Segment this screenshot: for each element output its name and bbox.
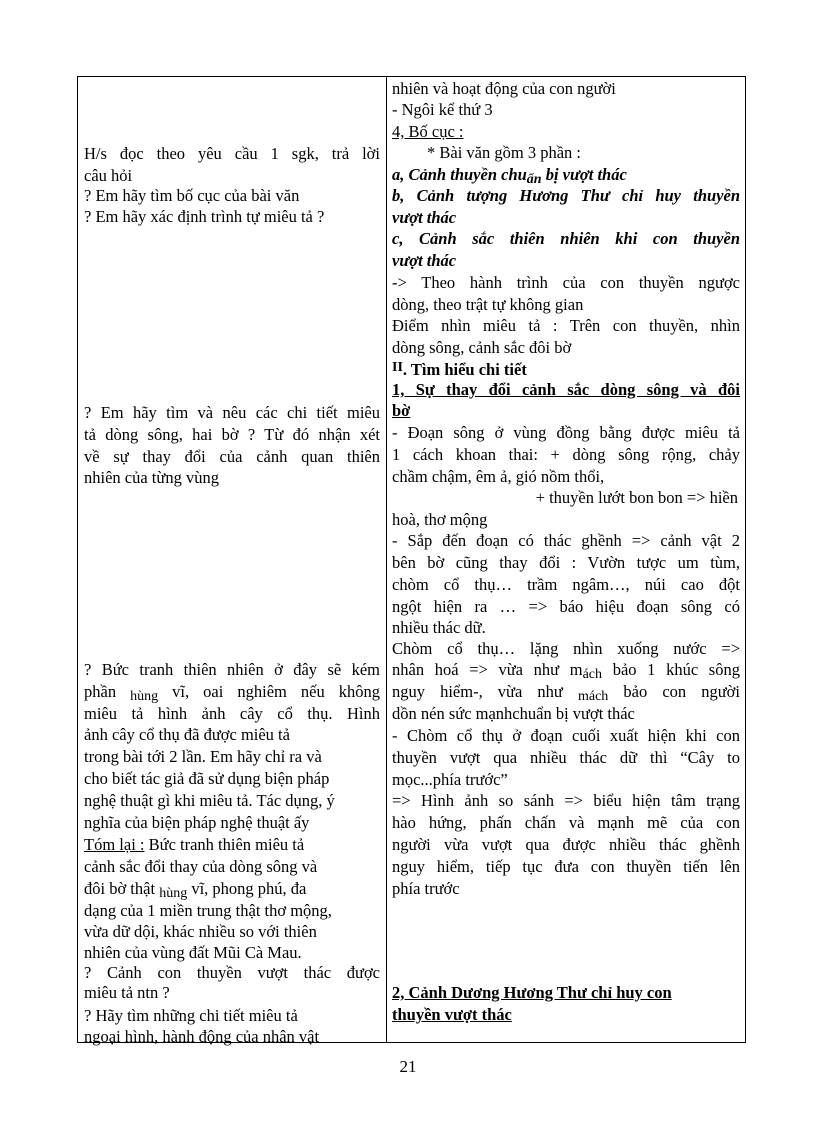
right-line: Điểm nhìn miêu tả : Trên con thuyền, nhìn xyxy=(392,316,740,335)
right-line: phía trước xyxy=(392,879,460,898)
right-line: + thuyền lướt bon bon => hiền xyxy=(535,488,738,507)
summary-line: vừa dữ dội, khác nhiều so với thiên xyxy=(84,922,317,941)
right-line: ngột hiện ra … => báo hiệu đoạn sông có xyxy=(392,597,740,616)
right-line: - Sắp đến đoạn có thác ghềnh => cảnh vật 2 xyxy=(392,531,740,550)
right-line: vượt thác xyxy=(392,208,457,227)
right-line: dòng, theo trật tự không gian xyxy=(392,295,584,314)
left-line: nhiên của từng vùng xyxy=(84,468,219,487)
left-line: trong bài tới 2 lần. Em hãy chỉ ra và xyxy=(84,747,322,766)
right-line: c, Cảnh sắc thiên nhiên khi con thuyền xyxy=(392,229,740,248)
summary-line: Tóm lại : Bức tranh thiên miêu tả xyxy=(84,835,305,854)
right-line: nguy hiểm-, vừa như mách bảo con người xyxy=(392,682,740,704)
left-line: nghệ thuật gì khi miêu tả. Tác dụng, ý xyxy=(84,791,335,810)
right-line: - Đoạn sông ở vùng đồng bằng được miêu tả xyxy=(392,423,740,442)
right-line: chầm chậm, êm ả, gió nồm thổi, xyxy=(392,467,605,486)
page-number: 21 xyxy=(399,1057,417,1076)
left-line: ? Em hãy tìm bố cục của bài văn xyxy=(84,186,300,205)
right-line: hào hứng, phấn chấn và mạnh mẽ của con xyxy=(392,813,740,832)
lesson-table xyxy=(77,76,746,1046)
right-line: hoà, thơ mộng xyxy=(392,510,488,529)
right-line: -> Theo hành trình của con thuyền ngược xyxy=(392,273,740,292)
right-line: Chòm cổ thụ… lặng nhìn xuống nước => xyxy=(392,639,740,658)
left-line: ? Bức tranh thiên nhiên ở đây sẽ kém xyxy=(84,660,380,679)
right-line: bên bờ cũng thay đổi : Vườn tược um tùm, xyxy=(392,553,740,572)
right-line: thuyền vượt qua nhiều thác dữ thì “Cây to xyxy=(392,748,740,767)
summary-line: nhiên của vùng đất Mũi Cà Mau. xyxy=(84,943,302,962)
right-line: dồn nén sức mạnhchuẩn bị vượt thác xyxy=(392,704,635,723)
left-line: tả dòng sông, hai bờ ? Từ đó nhận xét xyxy=(84,425,380,444)
summary-label: Tóm lại : xyxy=(84,835,145,854)
left-line: ảnh cây cổ thụ đã được miêu tả xyxy=(84,725,290,744)
left-line: H/s đọc theo yêu cầu 1 sgk, trả lời xyxy=(84,144,380,163)
section-heading: 4, Bố cục : xyxy=(392,122,464,141)
subsection-heading: 1, Sự thay đổi cảnh sắc dòng sông và đôi xyxy=(392,380,740,399)
left-line: ? Hãy tìm những chi tiết miêu tả xyxy=(84,1006,298,1025)
right-line: người vừa vượt qua được nhiều thác ghềnh xyxy=(392,835,740,854)
right-line: dòng sông, cảnh sắc đôi bờ xyxy=(392,338,572,357)
left-line: ngoại hình, hành động của nhân vật xyxy=(84,1027,320,1046)
summary-line: cảnh sắc đổi thay của dòng sông và xyxy=(84,857,318,876)
right-line: * Bài văn gồm 3 phần : xyxy=(427,143,581,162)
left-line: nghĩa của biện pháp nghệ thuật ấy xyxy=(84,813,310,832)
left-line: cho biết tác giả đã sử dụng biện pháp xyxy=(84,769,330,788)
right-line: a, Cảnh thuyền chuẩn bị vượt thác xyxy=(392,165,627,187)
subsection-heading: bờ xyxy=(392,401,411,420)
right-line: vượt thác xyxy=(392,251,457,270)
right-line: mọc...phía trước” xyxy=(392,770,508,789)
right-line: - Ngôi kể thứ 3 xyxy=(392,100,493,119)
left-line: ? Em hãy xác định trình tự miêu tả ? xyxy=(84,207,325,226)
left-line: câu hỏi xyxy=(84,166,133,185)
summary-line: đôi bờ thật hùng vĩ, phong phú, đa xyxy=(84,879,307,901)
right-line: 1 cách khoan thai: + dòng sông rộng, chảy xyxy=(392,445,740,464)
subsection-heading: 2, Cảnh Dương Hương Thư chỉ huy con xyxy=(392,983,672,1002)
right-line: - Chòm cổ thụ ở đoạn cuối xuất hiện khi con xyxy=(392,726,740,745)
section-heading: $^{II}$. Tìm hiểu chi tiết xyxy=(392,360,527,379)
right-line: nhân hoá => vừa như mách bảo 1 khúc sông xyxy=(392,660,740,682)
right-line: nhiều thác dữ. xyxy=(392,618,486,637)
right-line: chòm cổ thụ… trầm ngâm…, núi cao đột xyxy=(392,575,740,594)
left-line: ? Em hãy tìm và nêu các chi tiết miêu xyxy=(84,403,380,422)
right-line: nhiên và hoạt động của con người xyxy=(392,79,616,98)
left-line: miêu tả ntn ? xyxy=(84,983,170,1002)
summary-line: dạng của 1 miền trung thật thơ mộng, xyxy=(84,901,332,920)
subsection-heading: thuyền vượt thác xyxy=(392,1005,512,1024)
left-line: miêu tả hình ảnh cây cổ thụ. Hình xyxy=(84,704,380,723)
left-line: phần hùng vĩ, oai nghiêm nếu không xyxy=(84,682,381,704)
right-line: nguy hiểm, tiếp tục đưa con thuyền tiến lên xyxy=(392,857,740,876)
left-line: ? Cảnh con thuyền vượt thác được xyxy=(84,963,380,982)
left-line: về sự thay đổi của cảnh quan thiên xyxy=(84,447,380,466)
column-divider xyxy=(386,77,387,1042)
right-line: => Hình ảnh so sánh => biểu hiện tâm trạng xyxy=(392,791,740,810)
right-line: b, Cảnh tượng Hương Thư chỉ huy thuyền xyxy=(392,186,740,205)
